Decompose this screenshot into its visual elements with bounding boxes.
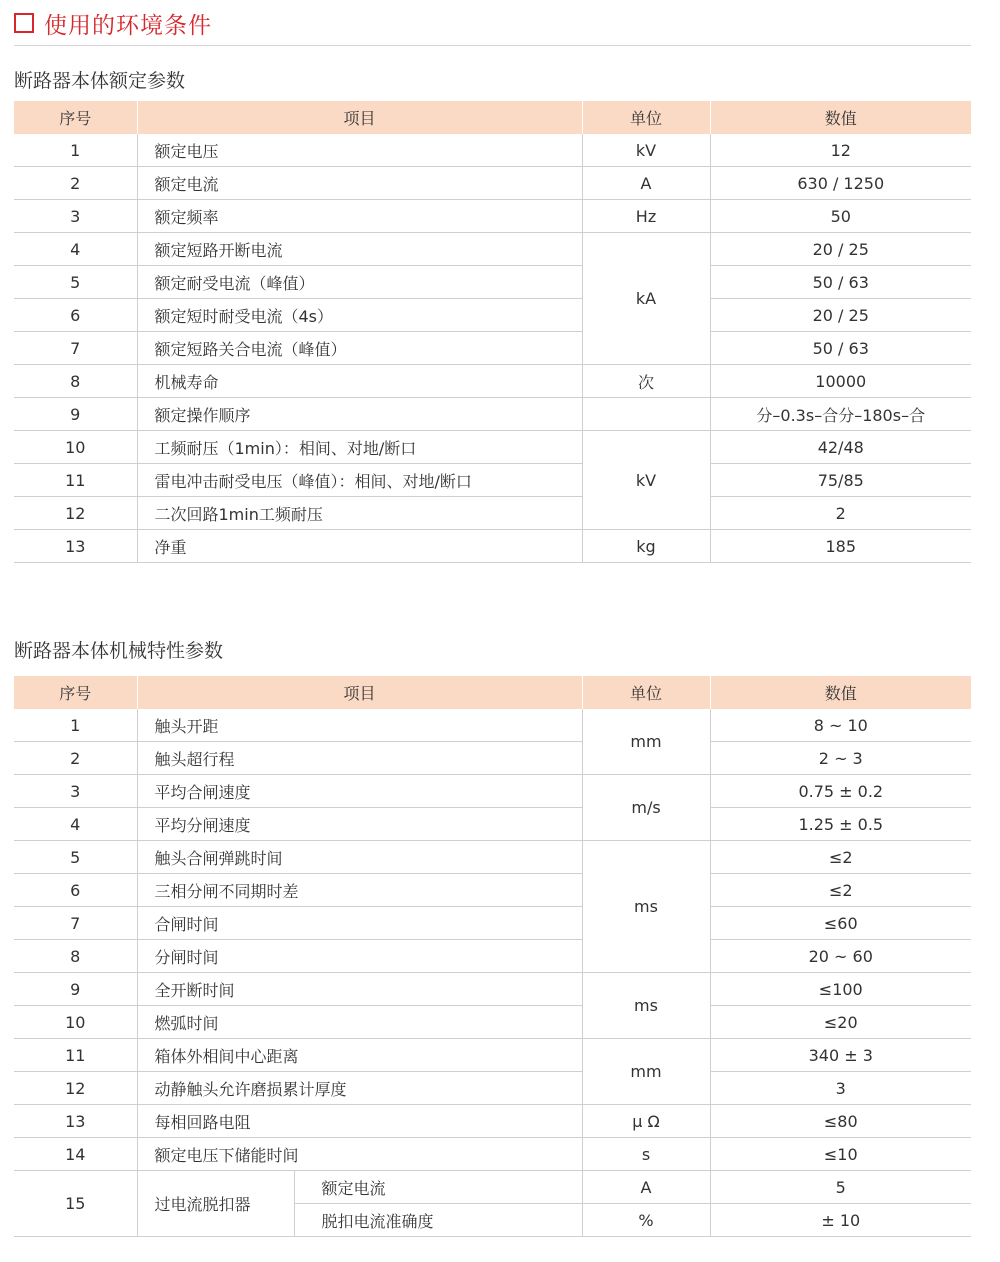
row-item: 箱体外相间中心距离 xyxy=(137,1039,582,1072)
row-number: 4 xyxy=(14,808,137,841)
row-unit: % xyxy=(582,1204,710,1237)
header-value: 数值 xyxy=(710,676,971,709)
row-value: 20 / 25 xyxy=(710,299,971,332)
row-item: 燃弧时间 xyxy=(137,1006,582,1039)
table-row xyxy=(14,332,971,365)
row-number: 2 xyxy=(14,742,137,775)
table-row xyxy=(14,1039,971,1072)
table-row xyxy=(14,841,971,874)
row-value: ≤60 xyxy=(710,907,971,940)
table-row xyxy=(14,1105,971,1138)
row-item: 额定短路关合电流（峰值） xyxy=(137,332,582,365)
row-number: 5 xyxy=(14,266,137,299)
row-item: 额定频率 xyxy=(137,200,582,233)
row-unit: 次 xyxy=(582,365,710,398)
row-value: ≤10 xyxy=(710,1138,971,1171)
row-number: 15 xyxy=(14,1171,137,1237)
row-unit: s xyxy=(582,1138,710,1171)
row-unit: kV xyxy=(582,134,710,167)
row-unit: m/s xyxy=(582,775,710,841)
row-subitem: 额定电流 xyxy=(294,1171,582,1204)
row-unit xyxy=(582,398,710,431)
table-row xyxy=(14,1138,971,1171)
row-value: 340 ± 3 xyxy=(710,1039,971,1072)
row-value: 75/85 xyxy=(710,464,971,497)
table-row xyxy=(14,973,971,1006)
rated-parameters-table xyxy=(14,101,971,563)
row-item: 额定耐受电流（峰值） xyxy=(137,266,582,299)
row-value: 630 / 1250 xyxy=(710,167,971,200)
header-no: 序号 xyxy=(14,676,137,709)
header-unit: 单位 xyxy=(582,676,710,709)
table-row xyxy=(14,398,971,431)
row-number: 10 xyxy=(14,1006,137,1039)
row-unit: mm xyxy=(582,709,710,775)
table-row xyxy=(14,907,971,940)
row-number: 13 xyxy=(14,530,137,563)
row-number: 6 xyxy=(14,874,137,907)
row-value: 分–0.3s–合分–180s–合 xyxy=(710,398,971,431)
table-row xyxy=(14,874,971,907)
row-item: 额定电压下储能时间 xyxy=(137,1138,582,1171)
row-unit: Hz xyxy=(582,200,710,233)
row-item: 三相分闸不同期时差 xyxy=(137,874,582,907)
row-value: 50 / 63 xyxy=(710,266,971,299)
row-item: 触头合闸弹跳时间 xyxy=(137,841,582,874)
row-item: 二次回路1min工频耐压 xyxy=(137,497,582,530)
table-row xyxy=(14,431,971,464)
row-value: 2 xyxy=(710,497,971,530)
row-unit: ms xyxy=(582,973,710,1039)
table-row xyxy=(14,167,971,200)
row-value: 20 ~ 60 xyxy=(710,940,971,973)
row-item: 动静触头允许磨损累计厚度 xyxy=(137,1072,582,1105)
row-item: 额定电流 xyxy=(137,167,582,200)
row-subitem: 脱扣电流准确度 xyxy=(294,1204,582,1237)
row-number: 4 xyxy=(14,233,137,266)
row-number: 14 xyxy=(14,1138,137,1171)
row-number: 9 xyxy=(14,973,137,1006)
row-number: 12 xyxy=(14,1072,137,1105)
header-unit: 单位 xyxy=(582,101,710,134)
table-header-row xyxy=(14,676,971,709)
row-number: 9 xyxy=(14,398,137,431)
row-value: 3 xyxy=(710,1072,971,1105)
header-no: 序号 xyxy=(14,101,137,134)
row-number: 7 xyxy=(14,907,137,940)
table-row xyxy=(14,464,971,497)
table-row xyxy=(14,530,971,563)
row-value: 12 xyxy=(710,134,971,167)
page-title xyxy=(14,6,212,40)
page-title-text: 使用的环境条件 xyxy=(44,12,212,39)
row-number: 6 xyxy=(14,299,137,332)
row-value: 185 xyxy=(710,530,971,563)
row-item: 额定操作顺序 xyxy=(137,398,582,431)
table-row xyxy=(14,940,971,973)
table-row xyxy=(14,742,971,775)
row-item: 雷电冲击耐受电压（峰值）：相间、对地/断口 xyxy=(137,464,582,497)
row-number: 1 xyxy=(14,134,137,167)
row-number: 3 xyxy=(14,775,137,808)
table-row xyxy=(14,775,971,808)
table-row xyxy=(14,1171,971,1204)
row-item: 额定短路开断电流 xyxy=(137,233,582,266)
row-item: 触头超行程 xyxy=(137,742,582,775)
row-value: 8 ~ 10 xyxy=(710,709,971,742)
row-number: 8 xyxy=(14,940,137,973)
header-item: 项目 xyxy=(137,676,582,709)
section-title-rated-parameters: 断路器本体额定参数 xyxy=(14,70,186,92)
row-unit: kA xyxy=(582,233,710,365)
row-value: ≤2 xyxy=(710,841,971,874)
row-item: 触头开距 xyxy=(137,709,582,742)
square-icon xyxy=(14,13,34,33)
row-value: 10000 xyxy=(710,365,971,398)
row-number: 1 xyxy=(14,709,137,742)
row-value: 20 / 25 xyxy=(710,233,971,266)
row-item: 全开断时间 xyxy=(137,973,582,1006)
row-unit: μ Ω xyxy=(582,1105,710,1138)
row-value: ≤2 xyxy=(710,874,971,907)
table-row xyxy=(14,365,971,398)
row-value: 42/48 xyxy=(710,431,971,464)
row-number: 2 xyxy=(14,167,137,200)
row-value: 1.25 ± 0.5 xyxy=(710,808,971,841)
row-value: 50 xyxy=(710,200,971,233)
table-row xyxy=(14,808,971,841)
row-unit: kg xyxy=(582,530,710,563)
row-number: 5 xyxy=(14,841,137,874)
row-item: 净重 xyxy=(137,530,582,563)
row-unit: ms xyxy=(582,841,710,973)
table-row xyxy=(14,200,971,233)
row-value: 0.75 ± 0.2 xyxy=(710,775,971,808)
row-item: 额定短时耐受电流（4s） xyxy=(137,299,582,332)
row-value: 50 / 63 xyxy=(710,332,971,365)
row-item: 工频耐压（1min）：相间、对地/断口 xyxy=(137,431,582,464)
mechanical-parameters-table xyxy=(14,676,971,1237)
row-value: 2 ~ 3 xyxy=(710,742,971,775)
table-row xyxy=(14,497,971,530)
row-item: 分闸时间 xyxy=(137,940,582,973)
row-number: 10 xyxy=(14,431,137,464)
table-row xyxy=(14,1072,971,1105)
table-row xyxy=(14,709,971,742)
row-value: ± 10 xyxy=(710,1204,971,1237)
title-divider xyxy=(14,45,971,46)
row-number: 7 xyxy=(14,332,137,365)
row-number: 8 xyxy=(14,365,137,398)
header-item: 项目 xyxy=(137,101,582,134)
row-number: 12 xyxy=(14,497,137,530)
row-number: 13 xyxy=(14,1105,137,1138)
row-number: 11 xyxy=(14,464,137,497)
table-row xyxy=(14,233,971,266)
row-number: 11 xyxy=(14,1039,137,1072)
table-header-row xyxy=(14,101,971,134)
row-unit: mm xyxy=(582,1039,710,1105)
row-value: 5 xyxy=(710,1171,971,1204)
row-item: 每相回路电阻 xyxy=(137,1105,582,1138)
table-row xyxy=(14,134,971,167)
row-value: ≤80 xyxy=(710,1105,971,1138)
row-unit: kV xyxy=(582,431,710,530)
row-item: 过电流脱扣器 xyxy=(137,1171,294,1237)
row-unit: A xyxy=(582,167,710,200)
header-value: 数值 xyxy=(710,101,971,134)
row-item: 机械寿命 xyxy=(137,365,582,398)
row-value: ≤20 xyxy=(710,1006,971,1039)
row-unit: A xyxy=(582,1171,710,1204)
row-number: 3 xyxy=(14,200,137,233)
row-item: 平均合闸速度 xyxy=(137,775,582,808)
row-item: 额定电压 xyxy=(137,134,582,167)
table-row xyxy=(14,266,971,299)
row-item: 平均分闸速度 xyxy=(137,808,582,841)
row-item: 合闸时间 xyxy=(137,907,582,940)
table-row xyxy=(14,1006,971,1039)
section-title-mechanical-parameters: 断路器本体机械特性参数 xyxy=(14,640,224,662)
table-row xyxy=(14,299,971,332)
row-value: ≤100 xyxy=(710,973,971,1006)
